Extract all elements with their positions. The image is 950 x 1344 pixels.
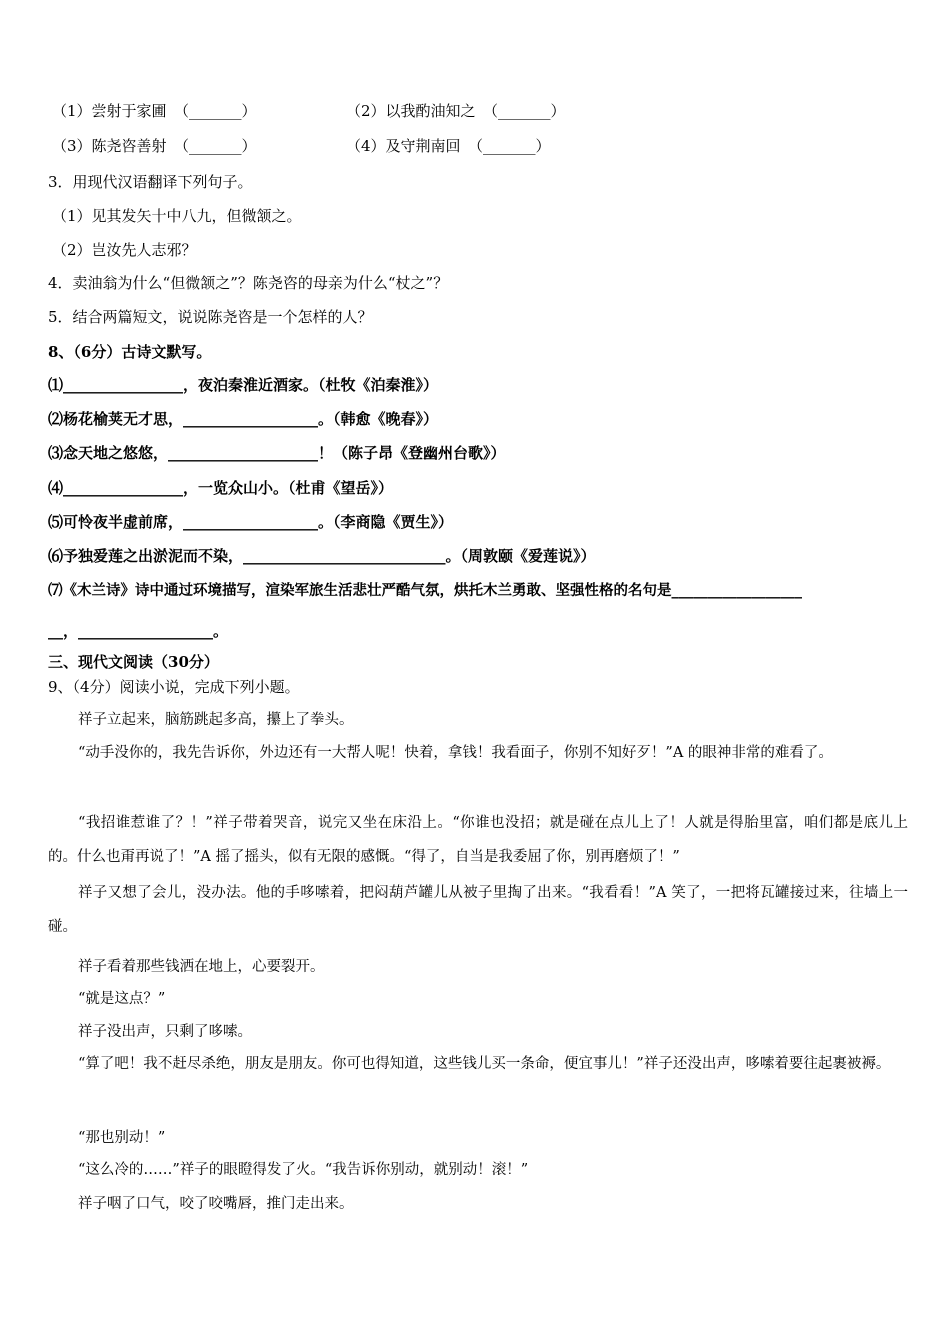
q3-title: 3．用现代汉语翻译下列句子。: [48, 173, 253, 191]
q2-item-3: （3）陈尧咨善射 （_______）: [52, 137, 257, 155]
story-paragraph-9: “那也别动！”: [78, 1130, 166, 1146]
q8-line-7b: __，__________________。: [48, 622, 229, 640]
q9-heading: 9、（4分）阅读小说，完成下列小题。: [48, 678, 300, 696]
q8-line-7a: ⑺《木兰诗》诗中通过环境描写，渲染军旅生活悲壮严酷气氛，烘托木兰勇敢、坚强性格的名句是__________________: [48, 582, 802, 599]
story-paragraph-5: 祥子看着那些钱洒在地上，心要裂开。: [78, 959, 325, 975]
q8-line-4: ⑷________________，一览众山小。（杜甫《望岳》）: [48, 479, 394, 497]
q3-sentence-2: （2）岂汝先人志邪？: [52, 241, 197, 259]
q8-line-3: ⑶念天地之悠悠，____________________！（陈子昂《登幽州台歌》）: [48, 444, 506, 462]
q8-heading: 8、（6分）古诗文默写。: [48, 343, 212, 361]
story-paragraph-11: 祥子咽了口气，咬了咬嘴唇，推门走出来。: [78, 1196, 354, 1212]
q8-line-1: ⑴________________，夜泊秦淮近酒家。（杜牧《泊秦淮》）: [48, 376, 439, 394]
q2-item-4: （4）及守荆南回 （_______）: [346, 137, 551, 155]
story-paragraph-7: 祥子没出声，只剩了哆嗦。: [78, 1024, 252, 1040]
q5-text: 5．结合两篇短文，说说陈尧咨是一个怎样的人？: [48, 308, 373, 326]
q3-sentence-1: （1）见其发矢十中八九，但微颔之。: [52, 207, 302, 225]
q8-line-6: ⑹予独爱莲之出淤泥而不染，___________________________。（周敦颐《爱莲说》）: [48, 547, 596, 565]
story-paragraph-2: “动手没你的，我先告诉你，外边还有一大帮人呢！快着，拿钱！我看面子，你别不知好歹！”A 的眼神非常的难看了。: [78, 745, 833, 761]
q4-text: 4．卖油翁为什么“但微颔之”？陈尧咨的母亲为什么“杖之”？: [48, 274, 449, 292]
story-paragraph-1: 祥子立起来，脑筋跳起多高，攥上了拳头。: [78, 712, 354, 728]
story-paragraph-6: “就是这点？”: [78, 991, 166, 1007]
q8-line-5: ⑸可怜夜半虚前席，__________________。（李商隐《贾生》）: [48, 513, 454, 531]
story-paragraph-4: 祥子又想了会儿，没办法。他的手哆嗦着，把闷葫芦罐儿从被子里掏了出来。“我看看！”A 笑了，一把将瓦罐接过来，往墙上一碰。: [48, 885, 908, 935]
q8-line-2: ⑵杨花榆荚无才思，__________________。（韩愈《晚春》）: [48, 410, 439, 428]
section-3-heading: 三、现代文阅读（30分）: [48, 653, 219, 671]
story-paragraph-10: “这么冷的……”祥子的眼瞪得发了火。“我告诉你别动，就别动！滚！”: [78, 1162, 529, 1178]
story-paragraph-3: “我招谁惹谁了？！”祥子带着哭音，说完又坐在床沿上。“你谁也没招；就是碰在点儿上了！人就是得胎里富，咱们都是底儿上的。什么也甭再说了！”A 摇了摇头，似有无限的感慨。“得了，自当是我委屈了你，别再磨烦了！”: [48, 815, 908, 865]
story-paragraph-8: “算了吧！我不赶尽杀绝，朋友是朋友。你可也得知道，这些钱儿买一条命，便宜事儿！”祥子还没出声，哆嗦着要往起裹被褥。: [78, 1056, 891, 1072]
q2-item-2: （2）以我酌油知之 （_______）: [346, 102, 566, 120]
q2-item-1: （1）尝射于家圃 （_______）: [52, 102, 257, 120]
